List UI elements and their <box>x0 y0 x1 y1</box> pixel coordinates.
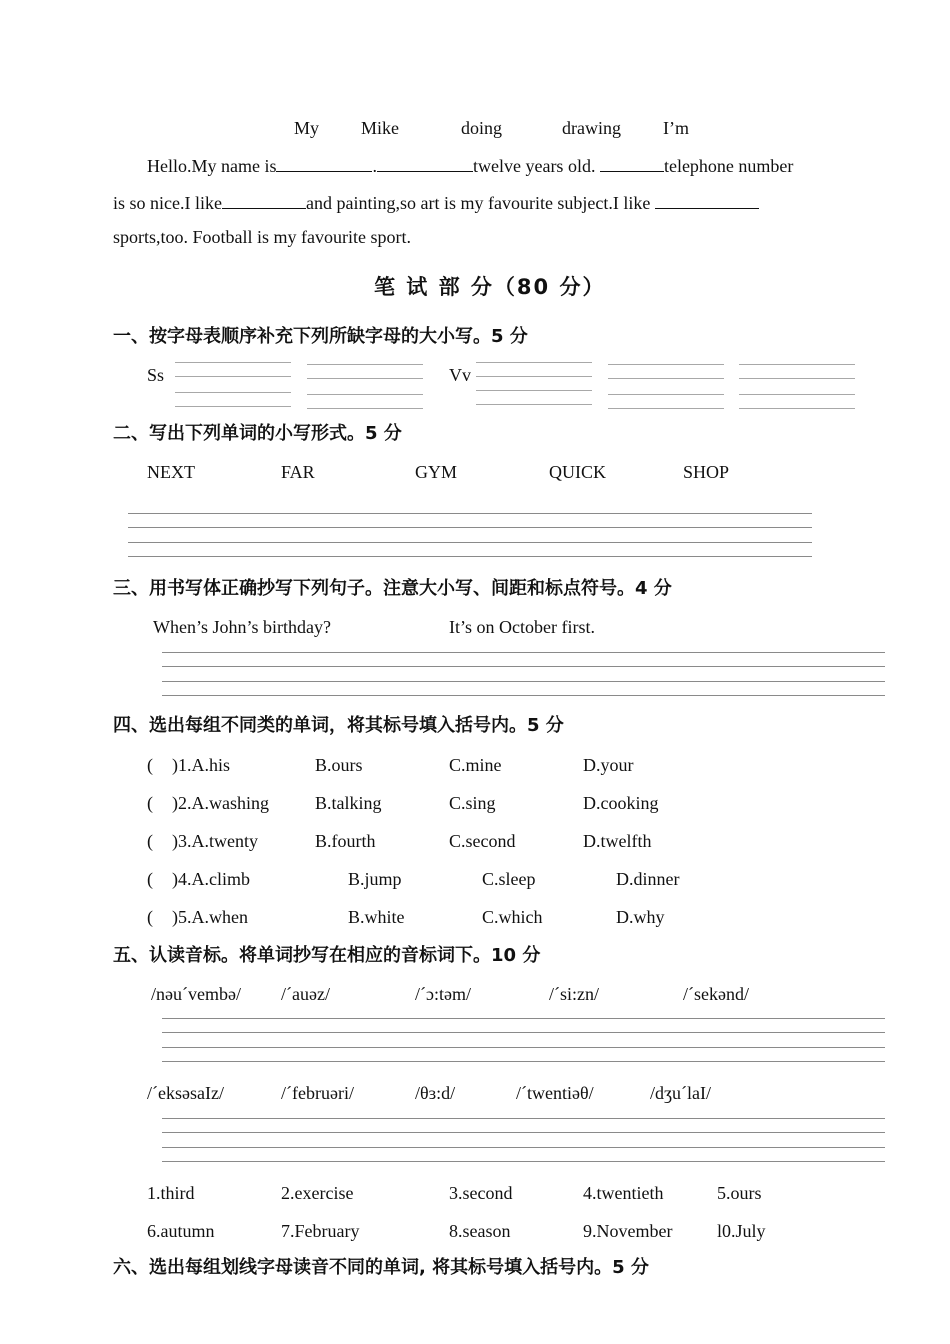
option-d: D.why <box>616 907 665 927</box>
phonetic: /dʒuˊlaI/ <box>650 1083 711 1103</box>
word-option: 4.twentieth <box>583 1183 664 1203</box>
word-bank-item: drawing <box>562 118 621 138</box>
option-d: D.cooking <box>583 793 659 813</box>
option-b: B.talking <box>315 793 382 813</box>
answer-bracket[interactable]: ( <box>147 755 153 775</box>
phonetic: /ˊsekənd/ <box>683 984 749 1004</box>
word-option: l0.July <box>717 1221 766 1241</box>
passage-text: telephone number <box>663 156 794 176</box>
option-b: B.jump <box>348 869 402 889</box>
phonetic: /ˊɔ:təm/ <box>415 984 471 1004</box>
question-5-heading: 五、认读音标。将单词抄写在相应的音标词下。10 分 <box>113 945 541 966</box>
option-b: B.fourth <box>315 831 376 851</box>
word-option: 8.season <box>449 1221 511 1241</box>
word-option: 1.third <box>147 1183 195 1203</box>
word-bank-item: My <box>294 118 320 138</box>
word-option: 3.second <box>449 1183 513 1203</box>
answer-bracket[interactable]: ( <box>147 793 153 813</box>
answer-blank[interactable] <box>600 153 664 172</box>
phonetic: /ˊfebruəri/ <box>281 1083 354 1103</box>
phonetic: /ˊauəz/ <box>281 984 330 1004</box>
answer-blank[interactable] <box>377 153 473 172</box>
option-b: B.white <box>348 907 405 927</box>
question-4-heading: 四、选出每组不同类的单词，将其标号填入括号内。5 分 <box>113 715 564 736</box>
word-option: 2.exercise <box>281 1183 354 1203</box>
question-3-heading: 三、用书写体正确抄写下列句子。注意大小写、间距和标点符号。4 分 <box>113 578 672 599</box>
option-c: C.sing <box>449 793 496 813</box>
phonetic: /ˊtwentiəθ/ <box>516 1083 594 1103</box>
passage-text: twelve years old. <box>472 156 596 176</box>
question-2-heading: 二、写出下列单词的小写形式。5 分 <box>113 423 402 444</box>
option-d: D.dinner <box>616 869 680 889</box>
word-option: 6.autumn <box>147 1221 215 1241</box>
copy-sentence: When’s John’s birthday? <box>153 617 331 637</box>
question-1-heading: 一、按字母表顺序补充下列所缺字母的大小写。5 分 <box>113 326 528 347</box>
phonetic: /ˊeksəsaIz/ <box>147 1083 224 1103</box>
copy-sentence: It’s on October first. <box>449 617 595 637</box>
passage-line-1 <box>147 153 793 177</box>
answer-blank[interactable] <box>222 190 306 209</box>
option-c: C.sleep <box>482 869 536 889</box>
uppercase-word: FAR <box>281 462 315 482</box>
section-title: 笔 试 部 分（80 分） <box>374 275 606 299</box>
word-option: 9.November <box>583 1221 673 1241</box>
passage-text: Hello.My name is <box>147 156 277 176</box>
passage-line-3: sports,too. Football is my favourite sport. <box>113 227 411 247</box>
option-d: D.twelfth <box>583 831 652 851</box>
given-letter: Vv <box>449 365 471 385</box>
uppercase-word: QUICK <box>549 462 606 482</box>
answer-bracket[interactable]: ( <box>147 907 153 927</box>
option-a: )2.A.washing <box>172 793 269 813</box>
uppercase-word: SHOP <box>683 462 730 482</box>
option-d: D.your <box>583 755 634 775</box>
passage-text: and painting,so art is my favourite subject.I like <box>305 193 651 213</box>
phonetic: /ˊsi:zn/ <box>549 984 599 1004</box>
option-a: )1.A.his <box>172 755 230 775</box>
word-bank-item: doing <box>461 118 503 138</box>
option-c: C.second <box>449 831 516 851</box>
option-a: )5.A.when <box>172 907 248 927</box>
given-letter: Ss <box>147 365 165 385</box>
option-a: )3.A.twenty <box>172 831 258 851</box>
option-c: C.mine <box>449 755 502 775</box>
phonetic: /nəuˊvembə/ <box>151 984 241 1004</box>
uppercase-word: NEXT <box>147 462 195 482</box>
phonetic: /θɜ:d/ <box>415 1083 456 1103</box>
passage-line-2 <box>113 190 759 214</box>
passage-text: is so nice.I like <box>113 193 222 213</box>
option-a: )4.A.climb <box>172 869 250 889</box>
word-option: 5.ours <box>717 1183 762 1203</box>
question-6-heading: 六、选出每组划线字母读音不同的单词, 将其标号填入括号内。5 分 <box>113 1257 649 1278</box>
passage-text: . <box>372 156 377 176</box>
answer-bracket[interactable]: ( <box>147 869 153 889</box>
uppercase-word: GYM <box>415 462 458 482</box>
word-bank-item: I’m <box>663 118 689 138</box>
answer-bracket[interactable]: ( <box>147 831 153 851</box>
word-option: 7.February <box>281 1221 360 1241</box>
option-b: B.ours <box>315 755 363 775</box>
answer-blank[interactable] <box>655 190 759 209</box>
option-c: C.which <box>482 907 543 927</box>
word-bank-item: Mike <box>361 118 399 138</box>
answer-blank[interactable] <box>276 153 372 172</box>
